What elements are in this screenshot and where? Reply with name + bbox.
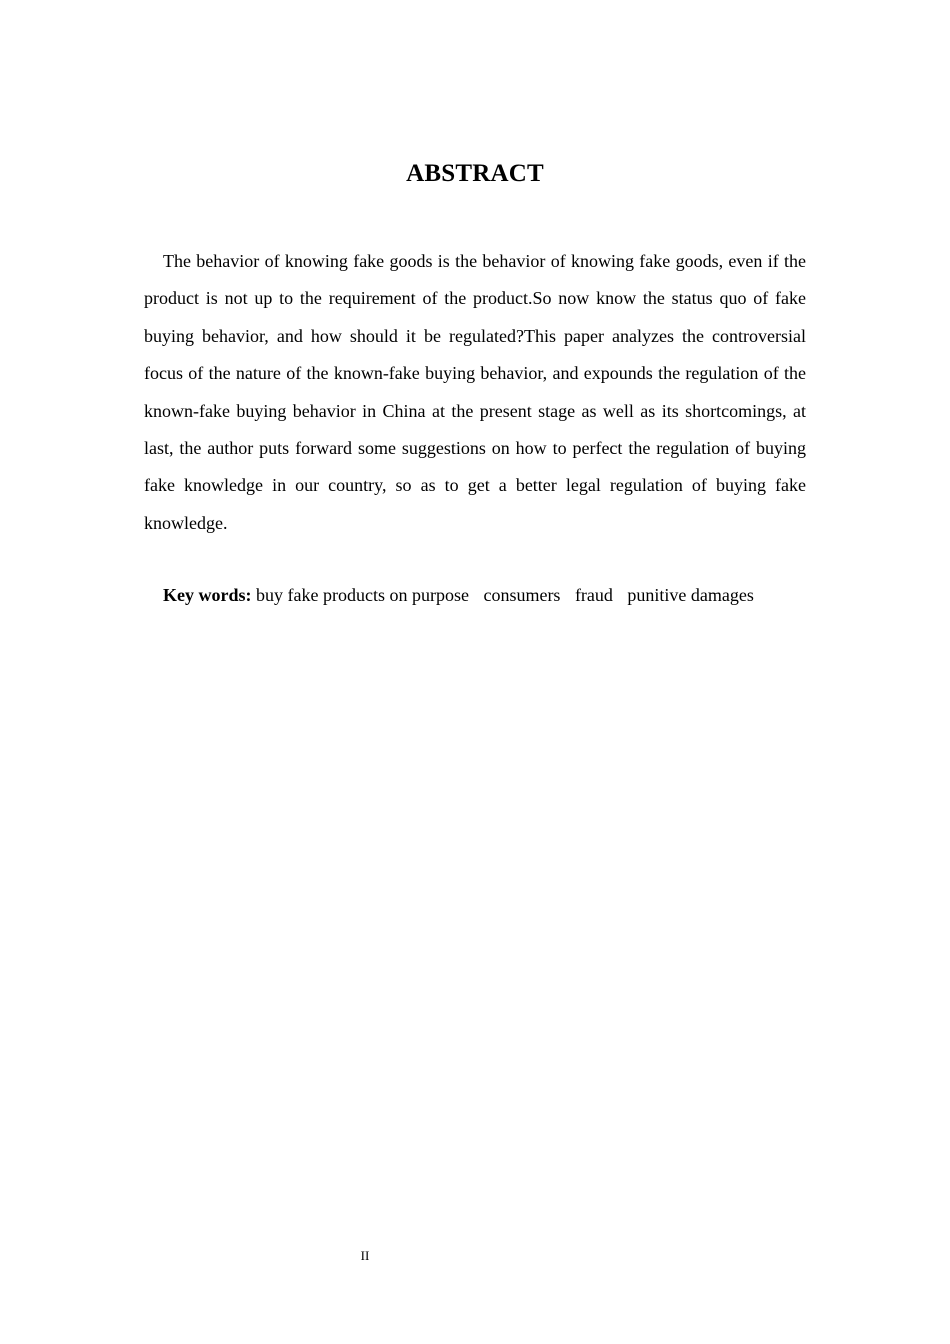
keyword-item: consumers [483, 585, 561, 605]
keyword-item: fraud [574, 585, 613, 605]
keyword-item: punitive damages [627, 585, 754, 605]
keywords-line [163, 577, 823, 613]
keyword-item: buy fake products on purpose [256, 585, 469, 605]
page-number: II [360, 1248, 370, 1263]
abstract-title: ABSTRACT [406, 160, 544, 187]
keywords-label: Key words: [163, 585, 256, 605]
abstract-paragraph: The behavior of knowing fake goods is the behavior of knowing fake goods, even if the product is not up to the requirement of the product.So now know the status quo of fake buying behavior, and how should it be regulated?This paper analyzes the controversial focus of the nature of the known-fake buying behavior, and expounds the regulation of the known-fake buying behavior in China at the present stage as well as its shortcomings, at last, the author puts forward some suggestions on how to perfect the regulation of buying fake knowledge in our country, so as to get a better legal regulation of buying fake knowledge. [144, 251, 806, 533]
